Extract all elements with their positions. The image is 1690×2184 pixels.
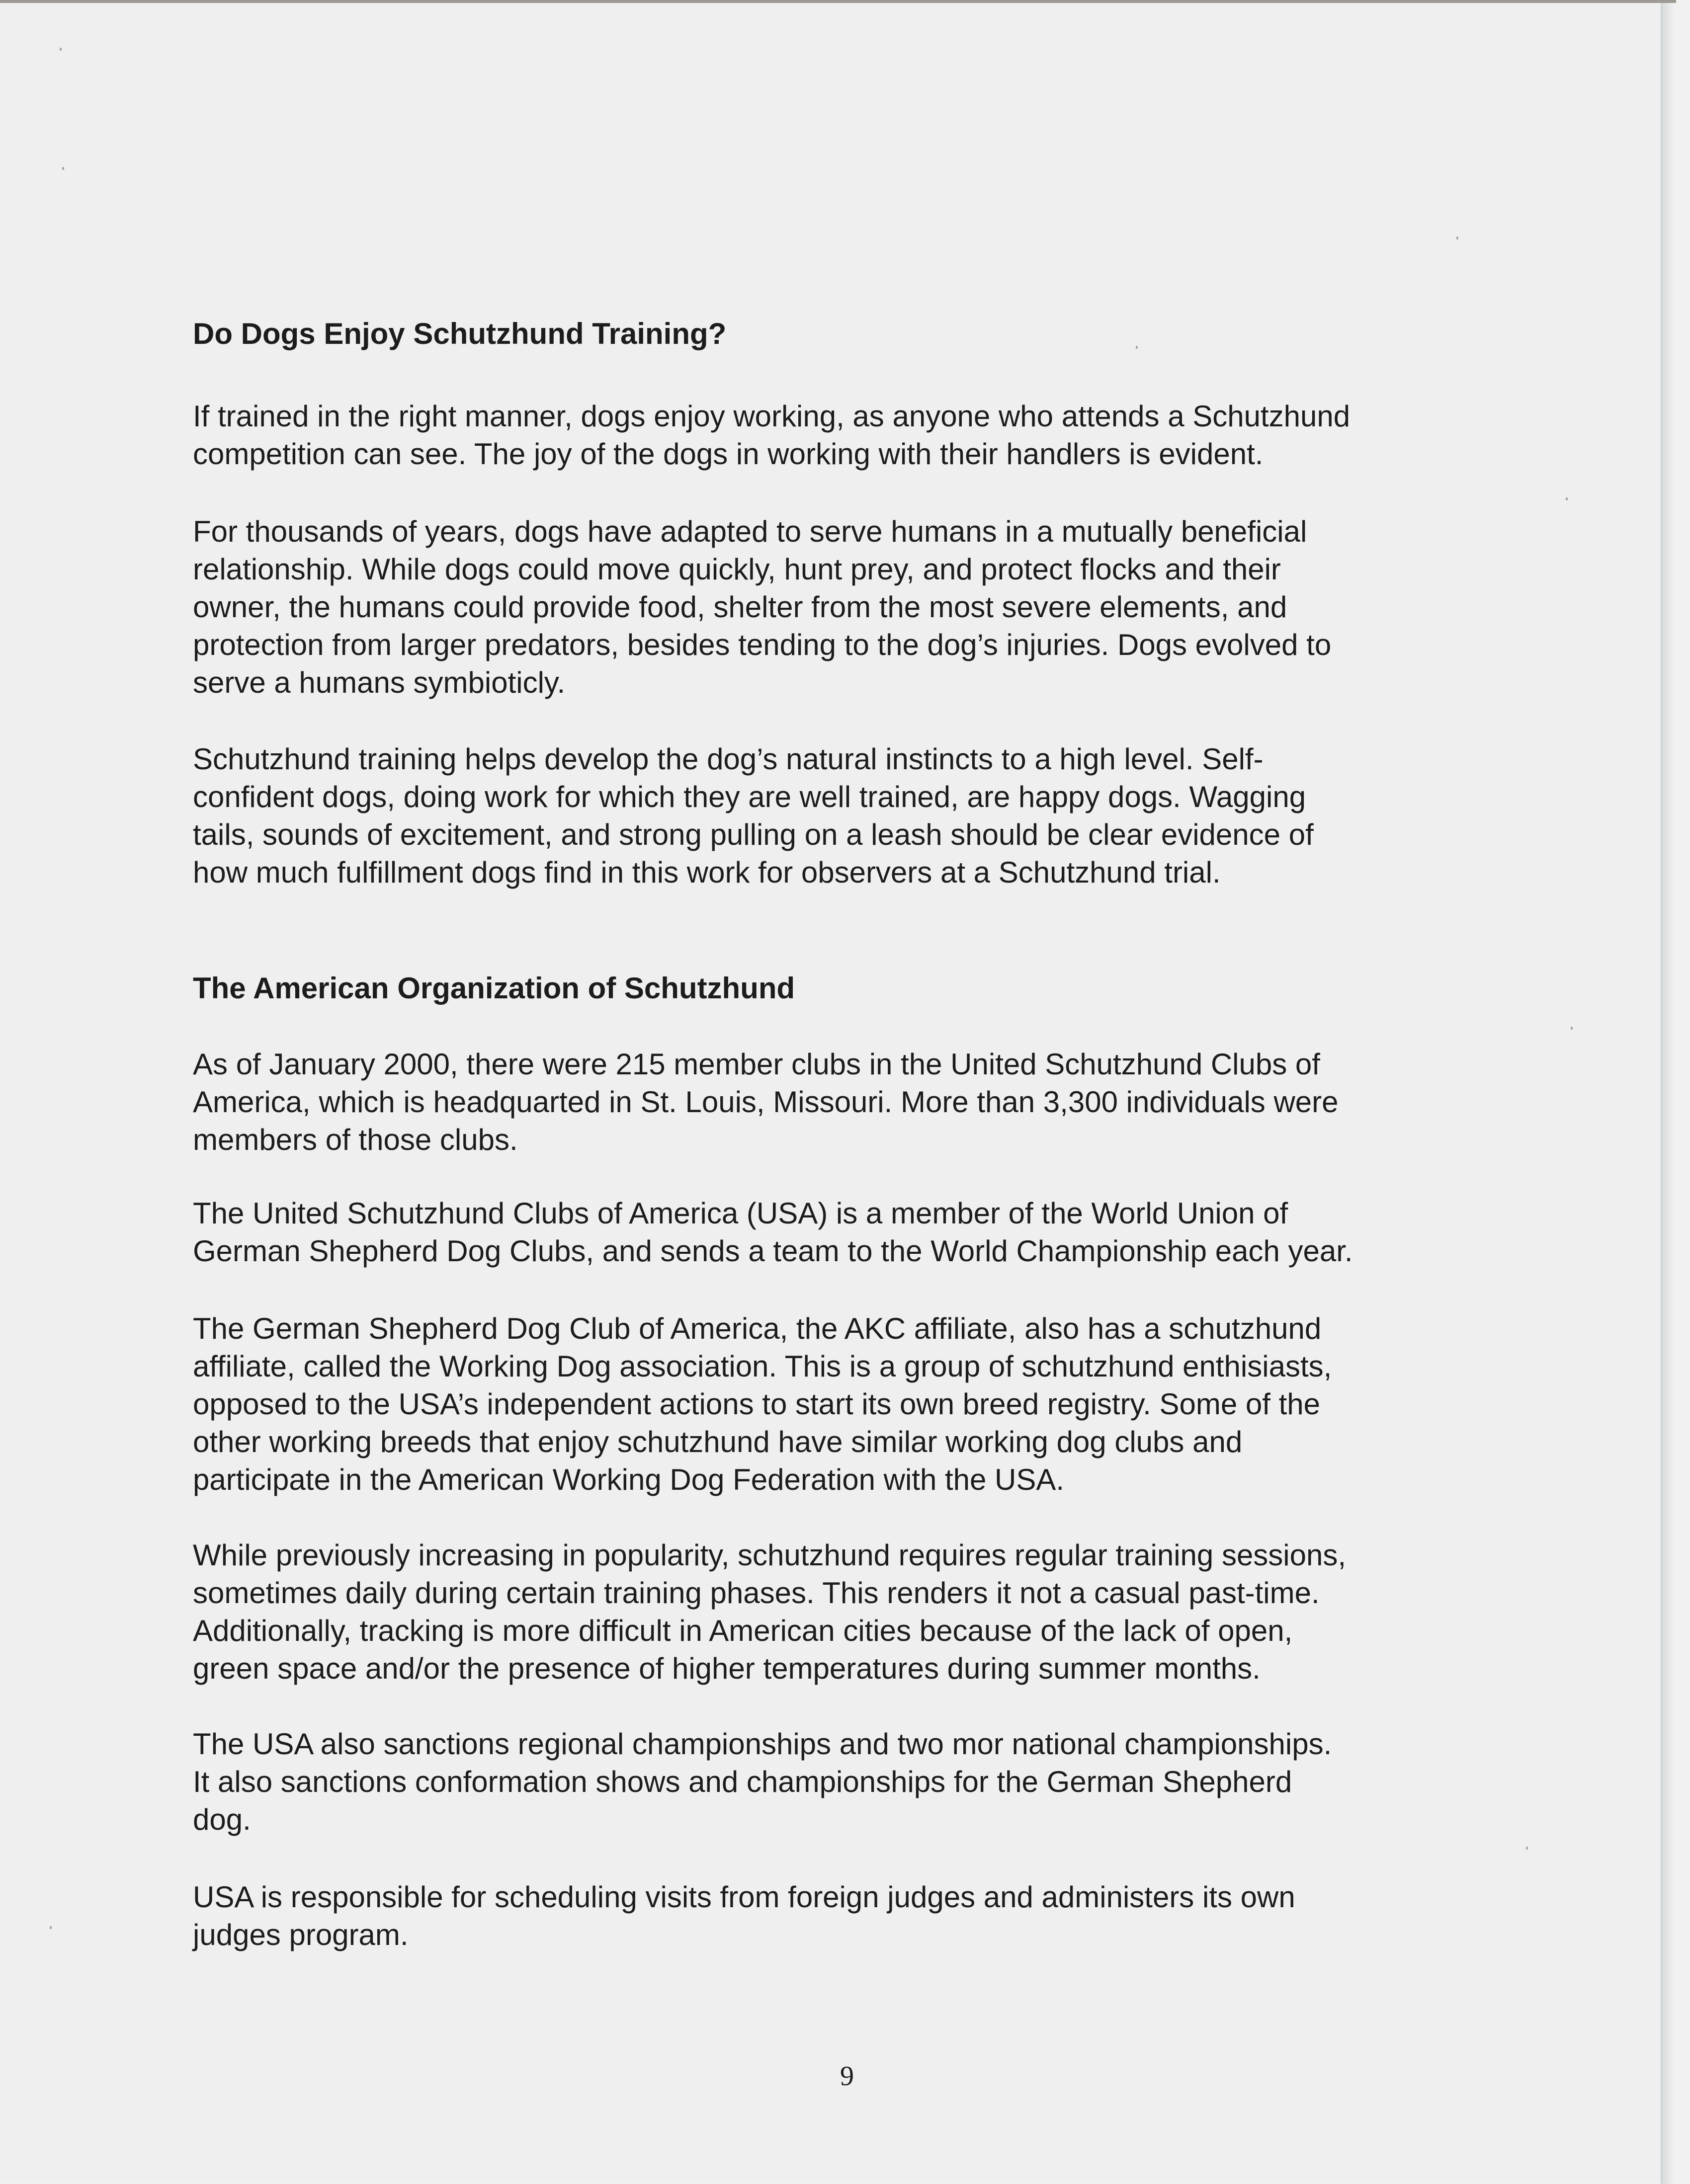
paragraph [193,398,1535,473]
text-line: how much fulfillment dogs find in this work for observers at a Schutzhund trial. [193,856,1221,889]
text-line: members of those clubs. [193,1123,518,1156]
paragraph [193,1046,1535,1159]
scan-page-edge [1661,3,1676,2184]
text-line: relationship. While dogs could move quickly, hunt prey, and protect flocks and their [193,553,1281,586]
text-line: The United Schutzhund Clubs of America (USA) is a member of the World Union of [193,1197,1288,1230]
text-line: America, which is headquarted in St. Louis, Missouri. More than 3,300 individuals were [193,1085,1339,1119]
text-line: For thousands of years, dogs have adapted to serve humans in a mutually beneficial [193,515,1307,548]
text-line: While previously increasing in popularity, schutzhund requires regular training sessions, [193,1538,1347,1572]
text-line: owner, the humans could provide food, shelter from the most severe elements, and [193,590,1287,624]
text-line: If trained in the right manner, dogs enjoy working, as anyone who attends a Schutzhund [193,400,1351,433]
scan-speck [1456,237,1458,240]
text-line: opposed to the USA’s independent actions to start its own breed registry. Some of the [193,1387,1320,1421]
text-line: other working breeds that enjoy schutzhund have similar working dog clubs and [193,1425,1243,1458]
paragraph [193,1310,1535,1499]
paragraph [193,513,1535,702]
text-line: Additionally, tracking is more difficult in American cities because of the lack of open, [193,1614,1293,1647]
text-line: serve a humans symbioticly. [193,666,566,699]
text-line: The USA also sanctions regional championships and two mor national championships. [193,1727,1332,1761]
text-line: judges program. [193,1918,409,1951]
text-line: German Shepherd Dog Clubs, and sends a team to the World Championship each year. [193,1234,1353,1268]
paragraph [193,1878,1535,1954]
scan-speck [1566,497,1568,500]
text-line: tails, sounds of excitement, and strong pulling on a leash should be clear evidence of [193,818,1314,851]
text-line: USA is responsible for scheduling visits from foreign judges and administers its own [193,1880,1295,1914]
paragraph [193,1725,1535,1839]
paragraph [193,1537,1535,1688]
section-heading: Do Dogs Enjoy Schutzhund Training? [193,317,727,350]
scan-speck [1571,1027,1573,1030]
text-line: green space and/or the presence of higher temperatures during summer months. [193,1652,1261,1685]
text-line: protection from larger predators, besides tending to the dog’s injuries. Dogs evolved to [193,628,1332,661]
text-line: dog. [193,1803,251,1836]
scan-speck [1136,346,1138,349]
text-line: sometimes daily during certain training phases. This renders it not a casual past-time. [193,1576,1320,1610]
page-number: 9 [840,2061,854,2092]
scan-speck [62,167,64,170]
text-line: affiliate, called the Working Dog association. This is a group of schutzhund enthisiasts, [193,1350,1332,1383]
scan-speck [1526,1847,1528,1850]
text-line: Schutzhund training helps develop the dog’s natural instincts to a high level. Self- [193,742,1264,776]
text-line: The German Shepherd Dog Club of America, the AKC affiliate, also has a schutzhund [193,1312,1322,1345]
text-line: confident dogs, doing work for which they are well trained, are happy dogs. Wagging [193,780,1306,813]
text-line: participate in the American Working Dog Federation with the USA. [193,1463,1065,1496]
text-line: competition can see. The joy of the dogs in working with their handlers is evident. [193,437,1264,471]
scan-speck [50,1926,52,1929]
text-line: It also sanctions conformation shows and championships for the German Shepherd [193,1765,1292,1798]
scan-speck [60,48,62,51]
paragraph [193,740,1535,891]
text-line: As of January 2000, there were 215 member clubs in the United Schutzhund Clubs of [193,1048,1320,1081]
section-heading: The American Organization of Schutzhund [193,971,795,1005]
paragraph [193,1195,1535,1270]
